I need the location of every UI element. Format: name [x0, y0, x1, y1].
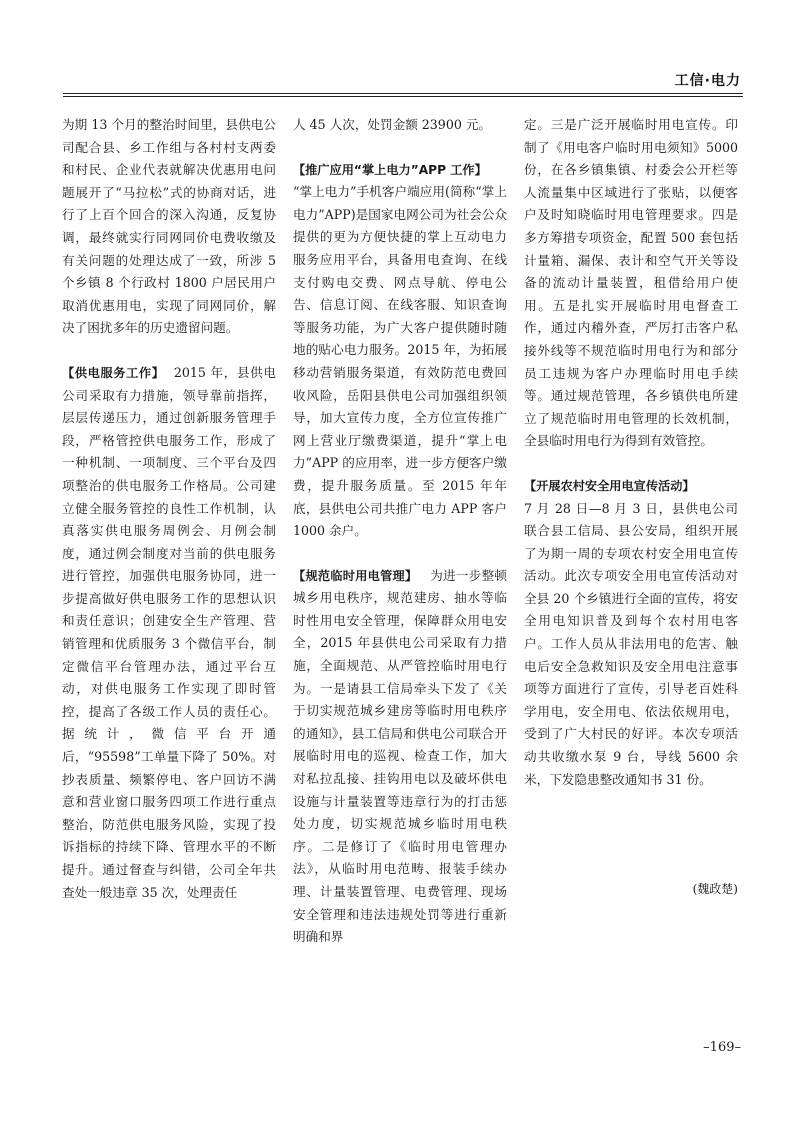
column-2	[293, 114, 507, 949]
column-3	[524, 114, 738, 791]
paragraph-power-service	[62, 362, 276, 904]
page-number: –169–	[703, 1040, 741, 1055]
column-1	[62, 114, 276, 904]
heading-rural-safety-campaign: 【开展农村安全用电宣传活动】	[524, 478, 695, 493]
paragraph-app-promotion: “掌上电力”手机客户端应用(简称“掌上电力”APP)是国家电网公司为社会公众提供的更为方便快捷的掌上互动电力服务应用平台，具备用电查询、在线支付购电交费、网点导航、停电公告、信息订阅、在线客服、知识查询等服务功能，为广大客户提供随时随地的贴心电力服务。2015 年，为拓展移动营销服务渠道，有效防范电费回收风险，岳阳县供电公司加强组织领导，加大宣传力度，全方位宣传推广网上营业厅缴费渠道，提升“掌上电力”APP 的应用率，进一步方便客户缴费，提升服务质量。至 2015 年年底，县供电公司共推广电力 APP 客户 1000 余户。	[293, 184, 507, 539]
heading-temporary-power: 【规范临时用电管理】	[293, 568, 418, 583]
paragraph-rural-safety-campaign: 7 月 28 日—8 月 3 日，县供电公司联合县工信局、县公安局，组织开展了为期一周的专项农村安全用电宣传活动。此次专项安全用电宣传活动对全县 20 个乡镇进行全面的宣传，将安全用电知识普及到每个农村用电客户。工作人员从非法用电的危害、触电后安全急救知识及安全用电注意事项等方面进行了宣传，引导老百姓科学用电，安全用电、依法依规用电，受到了广大村民的好评。本次专项活动共收缴水泵 9 台，导线 5600 余米，下发隐患整改通知书 31 份。	[524, 500, 738, 787]
paragraph-penalty-continued: 人 45 人次，处罚金额 23900 元。	[293, 117, 492, 132]
heading-app-promotion: 【推广应用“掌上电力”APP 工作】	[293, 162, 487, 177]
paragraph-temporary-power	[293, 565, 507, 949]
author-credit: (魏政楚)	[692, 882, 738, 896]
header-rule	[63, 93, 743, 94]
paragraph-temporary-power-continued: 定。三是广泛开展临时用电宣传。印制了《用电客户临时用电须知》5000 份，在各乡镇集镇、村委会公开栏等人流量集中区域进行了张贴，以便客户及时知晓临时用电管理要求。四是多方筹措专项资金，配置 500 套包括计量箱、漏保、表计和空气开关等设备的流动计量装置，租借给用户使用。五是扎实开展临时用电督查工作，通过内稽外查，严厉打击客户私接外线等不规范临时用电行为和部分员工违规为客户办理临时用电手续等。通过规范管理，各乡镇供电所建立了规范临时用电管理的长效机制，全县临时用电行为得到有效管控。	[524, 117, 738, 449]
heading-power-service: 【供电服务工作】	[62, 365, 165, 380]
body-power-service: 2015 年，县供电公司采取有力措施，领导靠前指挥，层层传递压力，通过创新服务管理手段，严格管控供电服务工作，形成了一种机制、一项制度、三个平台及四项整治的供电服务工作格局。公司建立健全服务管控的良性工作机制，认真落实供电服务周例会、月例会制度，通过例会制度对当前的供电服务进行管控，加强供电服务协同，进一步提高做好供电服务工作的思想认识和责任意识；创建安全生产管理、营销管理和优质服务 3 个微信平台，制定微信平台管理办法，通过平台互动，对供电服务工作实现了即时管控，提高了各级工作人员的责任心。据统计，微信平台开通后，“95598”工单量下降了 50%。对抄表质量、频繁停电、客户回访不满意和营业窗口服务四项工作进行重点整治，防范供电服务风险，实现了投诉指标的持续下降、管理水平的不断提升。通过督查与纠错，公司全年共查处一般违章 35 次，处理责任	[62, 364, 277, 900]
paragraph-mala-song-negotiation: 为期 13 个月的整治时间里，县供电公司配合县、乡工作组与各村村支两委和村民、企业代表就解决优惠用电问题展开了“马拉松”式的协商对话，进行了上百个回合的深入沟通，反复协调，最终就实行同网同价电费收缴及有关问题的处理达成了一致，所涉 5 个乡镇 8 个行政村 1800 户居民用户取消优惠用电，实现了同网同价，解决了困扰多年的历史遗留问题。	[62, 117, 276, 336]
header-rule-secondary	[63, 96, 743, 97]
body-temporary-power: 为进一步整顿城乡用电秩序，规范建房、抽水等临时性用电安全管理，保障群众用电安全，2015 年县供电公司采取有力措施，全面规范、从严管控临时用电行为。一是请县工信局牵头下发了《关于切实规范城乡建房等临时用电秩序的通知》，县工信局和供电公司联合开展临时用电的巡视、检查工作，加大对私拉乱接、挂钩用电以及破坏供电设施与计量装置等违章行为的打击惩处力度，切实规范城乡临时用电秩序。二是修订了《临时用电管理办法》，从临时用电范畴、报装手续办理、计量装置管理、电费管理、现场安全管理和违法违规处罚等进行重新明确和界	[293, 567, 508, 945]
section-title: 工信·电力	[674, 73, 741, 89]
